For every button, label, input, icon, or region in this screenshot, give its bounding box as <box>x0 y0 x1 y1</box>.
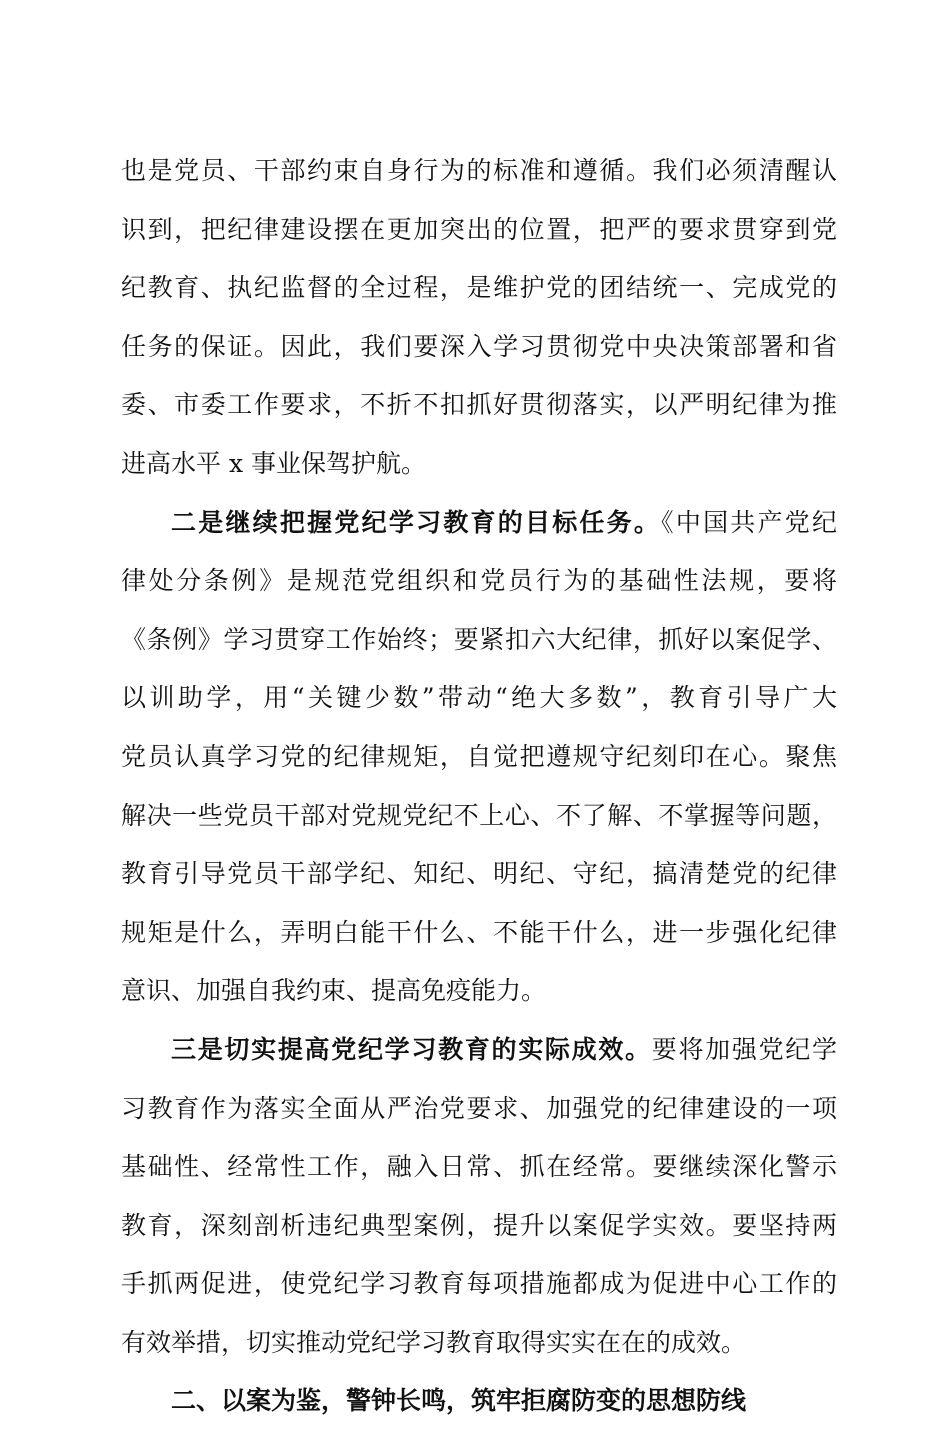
text-line: 教育，深刻剖析违纪典型案例，提升以案促学实效。要坚持两 <box>121 1210 837 1240</box>
text-line: 基础性、经常性工作，融入日常、抓在经常。要继续深化警示 <box>121 1152 837 1182</box>
text-line: 有效举措，切实推动党纪学习教育取得实实在在的成效。 <box>121 1327 747 1357</box>
text-run: 要将加强党纪学 <box>651 1034 837 1064</box>
text-line: 进高水平 x 事业保驾护航。 <box>121 448 426 478</box>
paragraph-lead: 二是继续把握党纪学习教育的目标任务。 <box>171 507 662 537</box>
text-line <box>121 1021 837 1080</box>
text-line: 识到，把纪律建设摆在更加突出的位置，把严的要求贯穿到党 <box>121 214 837 244</box>
paragraph-2 <box>121 494 837 1021</box>
paragraph-lead: 三是切实提高党纪学习教育的实际成效。 <box>171 1034 652 1064</box>
text-line: 规矩是什么，弄明白能干什么、不能干什么，进一步强化纪律 <box>121 917 837 947</box>
text-line: 委、市委工作要求，不折不扣抓好贯彻落实，以严明纪律为推 <box>121 390 837 420</box>
text-line: 教育引导党员干部学纪、知纪、明纪、守纪，搞清楚党的纪律 <box>121 859 837 889</box>
text-run: 《中国共产党纪 <box>661 507 837 537</box>
text-line: 手抓两促进，使党纪学习教育每项措施都成为促进中心工作的 <box>121 1269 837 1299</box>
text-line: 党员认真学习党的纪律规矩，自觉把遵规守纪刻印在心。聚焦 <box>121 741 837 771</box>
paragraph-3 <box>121 1021 837 1373</box>
text-line: 纪教育、执纪监督的全过程，是维护党的团结统一、完成党的 <box>121 273 837 303</box>
text-line: 任务的保证。因此，我们要深入学习贯彻党中央决策部署和省 <box>121 331 837 361</box>
section-heading <box>121 1372 837 1431</box>
text-line: 《条例》学习贯穿工作始终；要紧扣六大纪律，抓好以案促学、 <box>121 624 837 654</box>
text-line: 律处分条例》是规范党组织和党员行为的基础性法规，要将 <box>121 566 837 596</box>
text-line <box>121 494 837 553</box>
section-heading-text: 二、以案为鉴，警钟长鸣，筑牢拒腐防变的思想防线 <box>171 1386 747 1416</box>
text-line: 以训助学，用“关键少数”带动“绝大多数”，教育引导广大 <box>121 683 837 713</box>
body-text <box>121 142 837 1431</box>
text-line: 也是党员、干部约束自身行为的标准和遵循。我们必须清醒认 <box>121 156 837 185</box>
paragraph-1 <box>121 142 837 494</box>
text-line: 解决一些党员干部对党规党纪不上心、不了解、不掌握等问题， <box>121 800 837 830</box>
text-line: 习教育作为落实全面从严治党要求、加强党的纪律建设的一项 <box>121 1093 837 1123</box>
text-line: 意识、加强自我约束、提高免疫能力。 <box>121 976 547 1006</box>
